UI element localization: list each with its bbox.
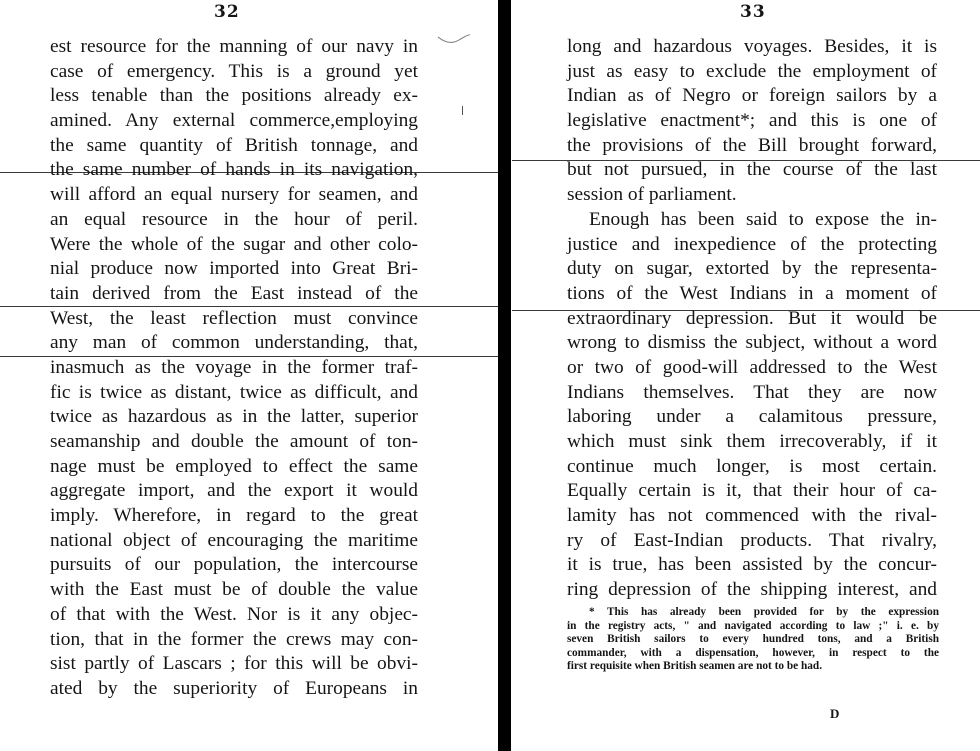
text-line: sist partly of Lascars ; for this will be obvi- <box>50 653 418 675</box>
text-line: Enough has been said to expose the in- <box>589 208 937 230</box>
text-line: nial produce now imported into Great Bri- <box>50 258 418 280</box>
text-line: ated by the superiority of Europeans in <box>50 677 418 699</box>
text-line: fic is twice as distant, twice as difficult, and <box>50 381 418 403</box>
text-line: wrong to dismiss the subject, without a word <box>567 332 937 354</box>
text-line: it is true, has been assisted by the concur- <box>567 554 937 576</box>
body-text <box>50 35 418 702</box>
text-line: the same quantity of British tonnage, and <box>50 134 418 156</box>
footnote-line: * This has already been provided for by the expression <box>589 606 939 618</box>
text-line: est resource for the manning of our navy in <box>50 36 418 57</box>
text-line: ring depression of the shipping interest, and <box>567 579 937 601</box>
footnote-line: seven British sailors to every hundred tons, and a British <box>567 633 939 646</box>
text-line: the provisions of the Bill brought forward, <box>567 134 937 156</box>
text-line: Indians themselves. That they are now <box>567 381 937 403</box>
text-line: national object of encouraging the maritime <box>50 529 418 551</box>
text-line: but not pursued, in the course of the last <box>567 159 937 181</box>
text-line: Equally certain is it, that their hour of ca- <box>567 480 937 502</box>
text-line: aggregate import, and the export it would <box>50 480 418 502</box>
text-line: will afford an equal nursery for seamen, and <box>50 184 418 206</box>
text-line: West, the least reflection must convince <box>50 307 418 329</box>
text-line: inasmuch as the voyage in the former traf- <box>50 356 418 378</box>
text-line: nage must be employed to effect the same <box>50 455 418 477</box>
page-number: 33 <box>740 2 766 22</box>
text-line: with the East must be of double the value <box>50 579 418 601</box>
text-line: pursuits of our population, the intercourse <box>50 554 418 576</box>
footnote-line: first requisite when British seamen are not to be had. <box>567 660 823 673</box>
right-page <box>512 0 980 751</box>
text-line: ry of East-Indian products. That rivalry, <box>567 529 937 551</box>
text-line: justice and inexpedience of the protecting <box>567 233 937 255</box>
page-number: 32 <box>214 2 240 22</box>
footnote <box>567 606 939 674</box>
text-line: tion, that in the former the crews may con- <box>50 628 418 650</box>
text-line: continue much longer, is most certain. <box>567 455 937 477</box>
text-line: or two of good-will addressed to the West <box>567 356 937 378</box>
text-line: tain derived from the East instead of the <box>50 282 418 304</box>
text-line: less tenable than the positions already ex- <box>50 85 418 107</box>
text-line: legislative enactment*; and this is one of <box>567 110 937 132</box>
text-line: seamanship and double the amount of ton- <box>50 431 418 452</box>
text-line: tions of the West Indians in a moment of <box>567 282 937 304</box>
text-line: lamity has not commenced with the rival- <box>567 505 937 527</box>
text-line: of that with the West. Nor is it any objec- <box>50 603 418 625</box>
text-line: laboring under a calamitous pressure, <box>567 406 937 428</box>
text-line: any man of common understanding, that, <box>50 332 418 354</box>
text-line: the same number of hands in its navigation, <box>50 159 418 181</box>
text-line: session of parliament. <box>567 184 737 206</box>
text-line: duty on sugar, extorted by the representa- <box>567 258 937 280</box>
pencil-mark <box>437 34 471 46</box>
text-line: an equal resource in the hour of peril. <box>50 208 418 230</box>
text-line: twice as hazardous as in the latter, superior <box>50 406 418 428</box>
text-line: extraordinary depression. But it would be <box>567 307 937 329</box>
footnote-line: commander, with a dispensation, however, in respect to the <box>567 646 939 659</box>
text-line: amined. Any external commerce,employing <box>50 110 418 132</box>
text-line: just as easy to exclude the employment of <box>567 60 937 82</box>
body-text <box>567 35 937 603</box>
text-line: Indian as of Negro or foreign sailors by a <box>567 85 937 107</box>
text-line: case of emergency. This is a ground yet <box>50 60 418 82</box>
signature-mark: D <box>830 706 840 721</box>
footnote-line: in the registry acts, " and navigated according to law ;" i. e. by <box>567 619 939 632</box>
text-line: Were the whole of the sugar and other colo- <box>50 233 418 255</box>
text-line: which must sink them irrecoverably, if it <box>567 431 937 452</box>
stray-mark <box>462 106 463 115</box>
text-line: long and hazardous voyages. Besides, it is <box>567 36 937 57</box>
text-line: imply. Wherefore, in regard to the great <box>50 505 418 527</box>
book-gutter <box>498 0 511 751</box>
